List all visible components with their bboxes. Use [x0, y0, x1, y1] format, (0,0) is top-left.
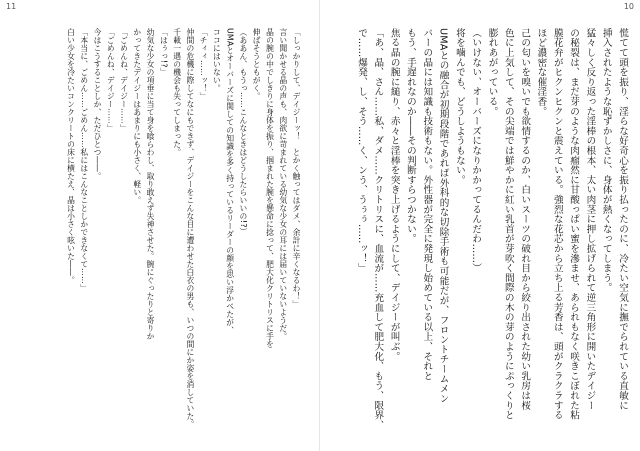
text-line: 慌てて頭を振り、淫らな好奇心を振り払ったのに、冷たい空気に撫でられている直敏に: [617, 28, 628, 411]
text-line: UMAとの融合が初期段階であれば外科的な切除手術も可能だが、フロントチームメン: [437, 28, 449, 404]
text-line: 挿入されたような恥ずかしさに、身体が熱くなってしまう。: [600, 28, 612, 293]
text-line: かってきたデイジーはあまりにも小さく、軽い。: [132, 28, 142, 204]
text-line: 色に上気して、その尖端では鮮やかに紅い乳首が芽吹く間際の木の芽のようにぷっくりと: [502, 28, 514, 420]
left-page-text: [11, 28, 303, 433]
text-line: （いけない、オーバーズになりかかってるんだわ……）: [470, 28, 482, 273]
text-line: 千載一遇の機会も失ってしまった。: [172, 28, 182, 156]
text-line: UMAとオーバーズに関しての知識を多く持っているリーダーの顔を思い浮かべたが、: [225, 28, 235, 335]
right-page: [320, 0, 640, 451]
text-line: 晶の腕の中でしきりに身体を振り、掴まれた腕を懸命に捻って、肥大化クリトリスに手を: [265, 28, 275, 348]
text-line: 猛々しく反り返った淫棒の根本、太い肉茎に押し拡げられて逆三角形に開いたデイジー: [584, 28, 596, 411]
text-line: 伸ばそうともがく。: [252, 28, 262, 100]
text-line: バーの晶には知識も技術もない。外性器が完全に発現し始めている以上、それと: [421, 28, 433, 381]
text-line: （ああん、もうっ……こんなときはどうしたらいいの!?）: [238, 28, 248, 236]
text-line: 膜花弁がヒクンヒクンと震えている。強烈な花芯から立ち上る芳香は、頭がクラクラする: [551, 28, 563, 420]
text-line: 膨れあがっている。: [486, 28, 498, 117]
text-line: 「ごめんね、デイジー……」: [119, 28, 129, 132]
text-line: で……爆発、し、そう……く、ンう、うぅぅ……ッ！」: [356, 28, 367, 273]
text-line: 「しっかりして、デイジーッ！ とかく触ってはダメ、余計に辛くなるわ！」: [292, 28, 301, 308]
text-line: の秘裂は、まだ芽のような肉瘤然に甘酸っぱい蜜を滲ませ、あられもなく咲きこぼれた粘: [568, 28, 580, 420]
text-line: 「はぅっ!?」: [159, 28, 169, 76]
text-line: 今はこうすることしか、ただひとつ――。: [93, 28, 103, 180]
text-line: 仲間の危機に際してなにもできず、デイジーをこんな目に遭わせた白衣の男も、いつの間にか姿を消していた。: [185, 28, 195, 428]
page-number-right: 10: [623, 2, 634, 11]
text-line: ほど濃密な催淫香。: [535, 28, 547, 117]
text-line: 幼気な少女の項垂に当て身を喰らわし、取り敢えず失神させた。腕にぐったりと寄りか: [146, 28, 156, 340]
text-line: 「ごめんね、デイジー……」: [106, 28, 116, 132]
text-line: 「チィィ……ッ！」: [199, 28, 209, 100]
text-line: もう、手遅れなのか――その判断すらつかない。: [404, 28, 416, 244]
text-line: 白い少女を冷たいコンクリートの床に横たえ、晶は小さく呟いた――。: [66, 28, 76, 284]
text-line: 焦る晶の腕に縋り、赤々と淫棒を突き上げるようにして、デイジーが叫ぶ。: [388, 28, 400, 362]
text-line: 「本当に、ごめん……ごめん……私にはこんなことしかできなくて……」: [79, 28, 89, 292]
text-line: 言い聞かせる晶の声も、肉欲に苛まれている幼気な少女の耳には届いていないようだ。: [278, 28, 288, 340]
text-line: 将を噛んでも、どうしようもない。: [453, 28, 465, 185]
page-number-left: 11: [6, 2, 17, 11]
right-page-text: [336, 28, 630, 433]
text-line: 己の匂いを嗅いでも欲情するのか、白いスーツの破れ目から絞り出された幼い乳房は桜: [519, 28, 531, 411]
text-line: ココにはいない。: [212, 28, 222, 92]
text-line: 「あ、晶、さん……私、ダメ……クリトリスに、血流が……充血して肥大化、もう、限界、: [372, 28, 384, 430]
